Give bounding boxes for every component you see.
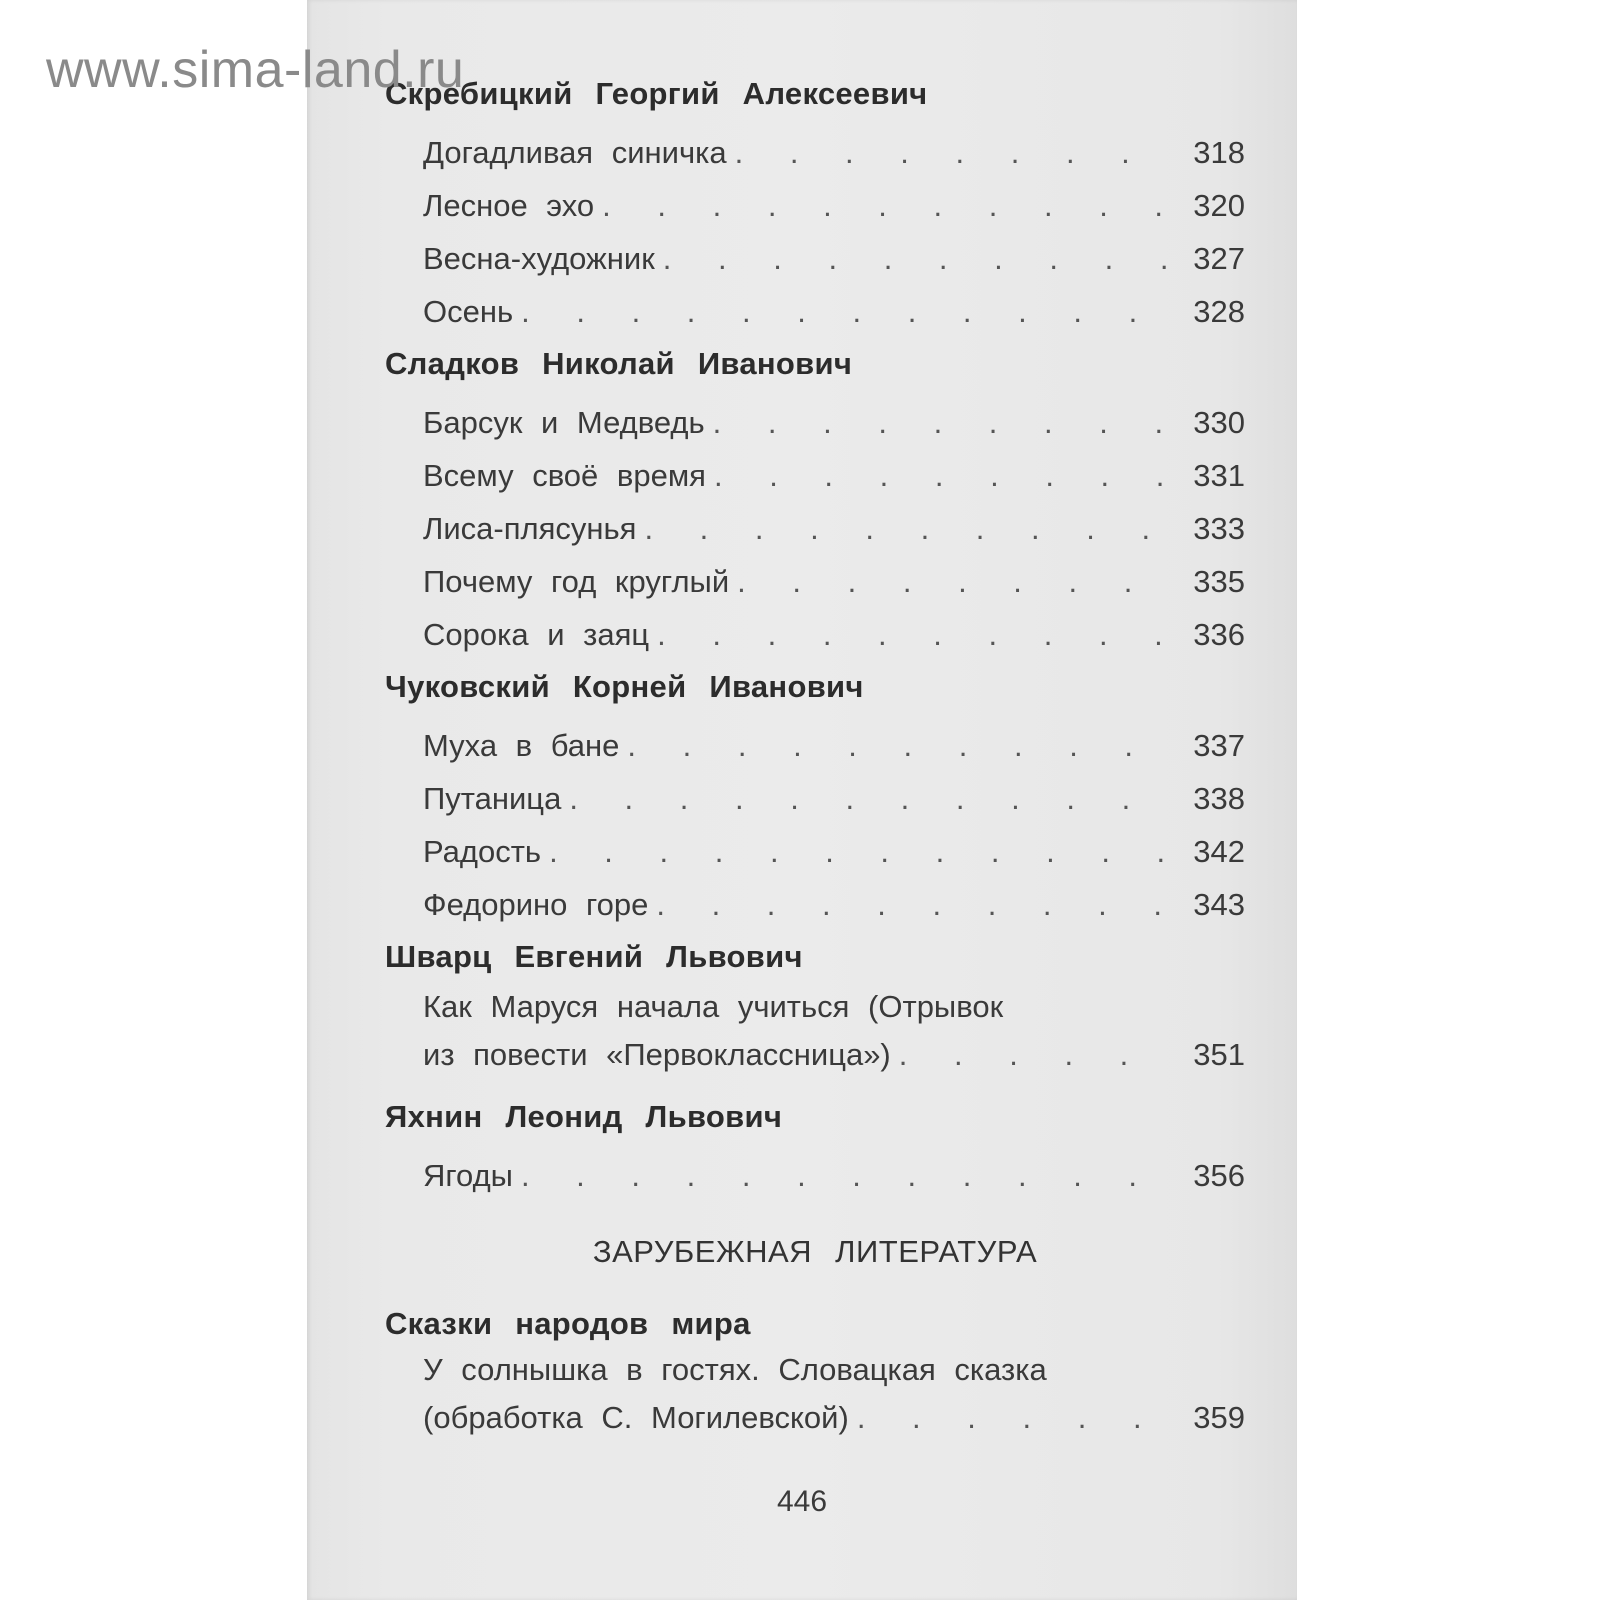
leader-dots [857, 1400, 1175, 1436]
toc-entry [423, 547, 1245, 600]
entry-page: 335 [1193, 564, 1245, 599]
toc-entry [423, 711, 1245, 764]
table-of-contents [385, 76, 1245, 1452]
entry-title: Лесное эхо [423, 188, 595, 223]
entry-title-line2: (обработка С. Могилевской) [423, 1400, 849, 1435]
entry-title: Сорока и заяц [423, 617, 650, 652]
toc-entry [423, 441, 1245, 494]
toc-entry [423, 224, 1245, 277]
leader-dots [549, 834, 1175, 870]
entry-title: Всему своё время [423, 458, 706, 493]
leader-dots [521, 1158, 1175, 1194]
leader-dots [656, 887, 1175, 923]
author-name: Шварц Евгений Львович [385, 939, 803, 974]
leader-dots [714, 458, 1175, 494]
entry-title: Почему год круглый [423, 564, 730, 599]
entry-title: Ягоды [423, 1158, 513, 1193]
leader-dots [899, 1037, 1175, 1073]
toc-entry [423, 764, 1245, 817]
toc-entry [423, 600, 1245, 653]
leader-dots [735, 135, 1175, 171]
entry-title-line1: Как Маруся начала учиться (Отрывок [423, 989, 1004, 1024]
leader-dots [644, 511, 1175, 547]
entry-page: 328 [1193, 294, 1245, 329]
entry-page: 351 [1193, 1037, 1245, 1072]
leader-dots [737, 564, 1175, 600]
entry-page: 337 [1193, 728, 1245, 763]
toc-section [385, 76, 1245, 330]
entry-title: Путаница [423, 781, 562, 816]
toc-entry [423, 1348, 1245, 1436]
author-name: Скребицкий Георгий Алексеевич [385, 76, 928, 111]
entry-title: Лиса-плясунья [423, 511, 637, 546]
entry-page: 327 [1193, 241, 1245, 276]
entry-title: Радость [423, 834, 542, 869]
entry-title: Барсук и Медведь [423, 405, 705, 440]
entry-title-line1: У солнышка в гостях. Словацкая сказка [423, 1352, 1047, 1387]
toc-entry [423, 494, 1245, 547]
toc-entry [423, 1141, 1245, 1194]
section-heading: ЗАРУБЕЖНАЯ ЛИТЕРАТУРА [592, 1234, 1038, 1269]
toc-section [385, 1099, 1245, 1194]
watermark-text: www.sima-land.ru [46, 41, 465, 99]
entry-page: 333 [1193, 511, 1245, 546]
toc-entry [423, 118, 1245, 171]
entry-page: 330 [1193, 405, 1245, 440]
entry-page: 331 [1193, 458, 1245, 493]
entry-page: 338 [1193, 781, 1245, 816]
leader-dots [657, 617, 1175, 653]
leader-dots [663, 241, 1175, 277]
toc-entry [423, 171, 1245, 224]
page-number: 446 [776, 1485, 828, 1518]
toc-entry [423, 870, 1245, 923]
author-name: Сладков Николай Иванович [385, 346, 853, 381]
toc-section [385, 1306, 1245, 1436]
toc-entry [423, 985, 1245, 1073]
entry-page: 356 [1193, 1158, 1245, 1193]
leader-dots [602, 188, 1175, 224]
entry-title: Муха в бане [423, 728, 620, 763]
entry-title-line2: из повести «Первоклассница») [423, 1037, 891, 1072]
leader-dots [569, 781, 1175, 817]
toc-entry [423, 817, 1245, 870]
author-name: Яхнин Леонид Львович [385, 1099, 783, 1134]
toc-section [385, 669, 1245, 923]
entry-title: Федорино горе [423, 887, 649, 922]
toc-entry [423, 388, 1245, 441]
entry-title: Осень [423, 294, 514, 329]
entry-page: 320 [1193, 188, 1245, 223]
author-name: Сказки народов мира [385, 1306, 751, 1341]
toc-section [385, 346, 1245, 653]
toc-section [385, 939, 1245, 1073]
entry-page: 359 [1193, 1400, 1245, 1435]
entry-page: 318 [1193, 135, 1245, 170]
leader-dots [521, 294, 1175, 330]
entry-page: 343 [1193, 887, 1245, 922]
entry-page: 336 [1193, 617, 1245, 652]
toc-entry [423, 277, 1245, 330]
leader-dots [627, 728, 1175, 764]
entry-title: Весна-художник [423, 241, 655, 276]
entry-page: 342 [1193, 834, 1245, 869]
book-page [307, 0, 1297, 1600]
entry-title: Догадливая синичка [423, 135, 727, 170]
leader-dots [713, 405, 1175, 441]
author-name: Чуковский Корней Иванович [385, 669, 864, 704]
